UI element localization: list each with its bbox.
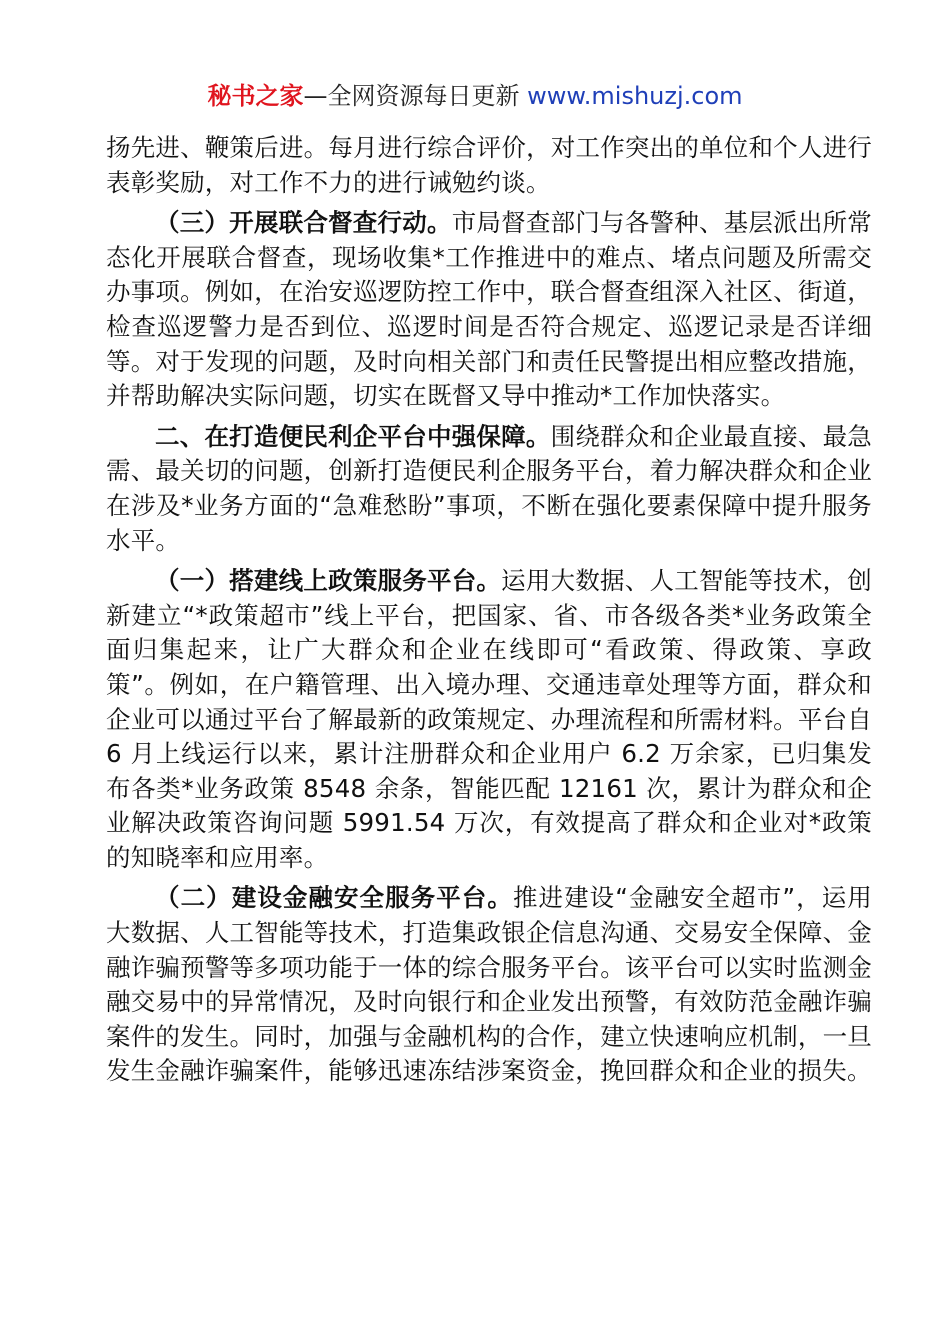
- paragraph-heading: （二）建设金融安全服务平台。: [155, 883, 513, 913]
- paragraph-section-two: [106, 420, 872, 558]
- site-brand: 秘书之家: [207, 82, 304, 110]
- paragraph-text: 运用大数据、人工智能等技术，创新建立“*政策超市”线上平台，把国家、省、市各级各类*业务政策全面归集起来，让广大群众和企业在线即可“看政策、得政策、享政策”。例如，在户籍管理、出入境办理、交通违章处理等方面，群众和企业可以通过平台了解最新的政策规定、办理流程和所需材料。平台自 6 月上线运行以来，累计注册群众和企业用户 6.2 万余家，已归集发布各类*业务政策 8548 余条，智能匹配 12161 次，累计为群众和企业解决政策咨询问题 5991.54 万次，有效提高了群众和企业对*政策的知晓率和应用率。: [106, 566, 872, 872]
- paragraph-continuation: [106, 131, 872, 200]
- paragraph-joint-inspection: [106, 206, 872, 414]
- paragraph-text: 市局督查部门与各警种、基层派出所常态化开展联合督查，现场收集*工作推进中的难点、堵点问题及所需交办事项。例如，在治安巡逻防控工作中，联合督查组深入社区、街道，检查巡逻警力是否到位、巡逻时间是否符合规定、巡逻记录是否详细等。对于发现的问题，及时向相关部门和责任民警提出相应整改措施，并帮助解决实际问题，切实在既督又导中推动*工作加快落实。: [106, 208, 872, 411]
- paragraph-text: 推进建设“金融安全超市”，运用大数据、人工智能等技术，打造集政银企信息沟通、交易安全保障、金融诈骗预警等多项功能于一体的综合服务平台。该平台可以实时监测金融交易中的异常情况，及时向银行和企业发出预警，有效防范金融诈骗案件的发生。同时，加强与金融机构的合作，建立快速响应机制，一旦发生金融诈骗案件，能够迅速冻结涉案资金，挽回群众和企业的损失。: [106, 883, 872, 1086]
- paragraph-policy-platform: [106, 564, 872, 875]
- section-heading: 二、在打造便民利企平台中强保障。: [155, 421, 551, 451]
- document-body: [106, 131, 872, 1095]
- site-url-link[interactable]: www.mishuzj.com: [527, 82, 743, 110]
- paragraph-heading: （一）搭建线上政策服务平台。: [155, 566, 502, 596]
- page-header: [0, 80, 950, 112]
- paragraph-finance-platform: [106, 881, 872, 1089]
- paragraph-text: 扬先进、鞭策后进。每月进行综合评价，对工作突出的单位和个人进行表彰奖励，对工作不力的进行诫勉约谈。: [106, 133, 872, 197]
- paragraph-heading: （三）开展联合督查行动。: [155, 208, 452, 238]
- site-tagline: —全网资源每日更新: [303, 82, 520, 110]
- paragraph-text: 围绕群众和企业最直接、最急需、最关切的问题，创新打造便民利企服务平台，着力解决群众和企业在涉及*业务方面的“急难愁盼”事项，不断在强化要素保障中提升服务水平。: [106, 421, 872, 555]
